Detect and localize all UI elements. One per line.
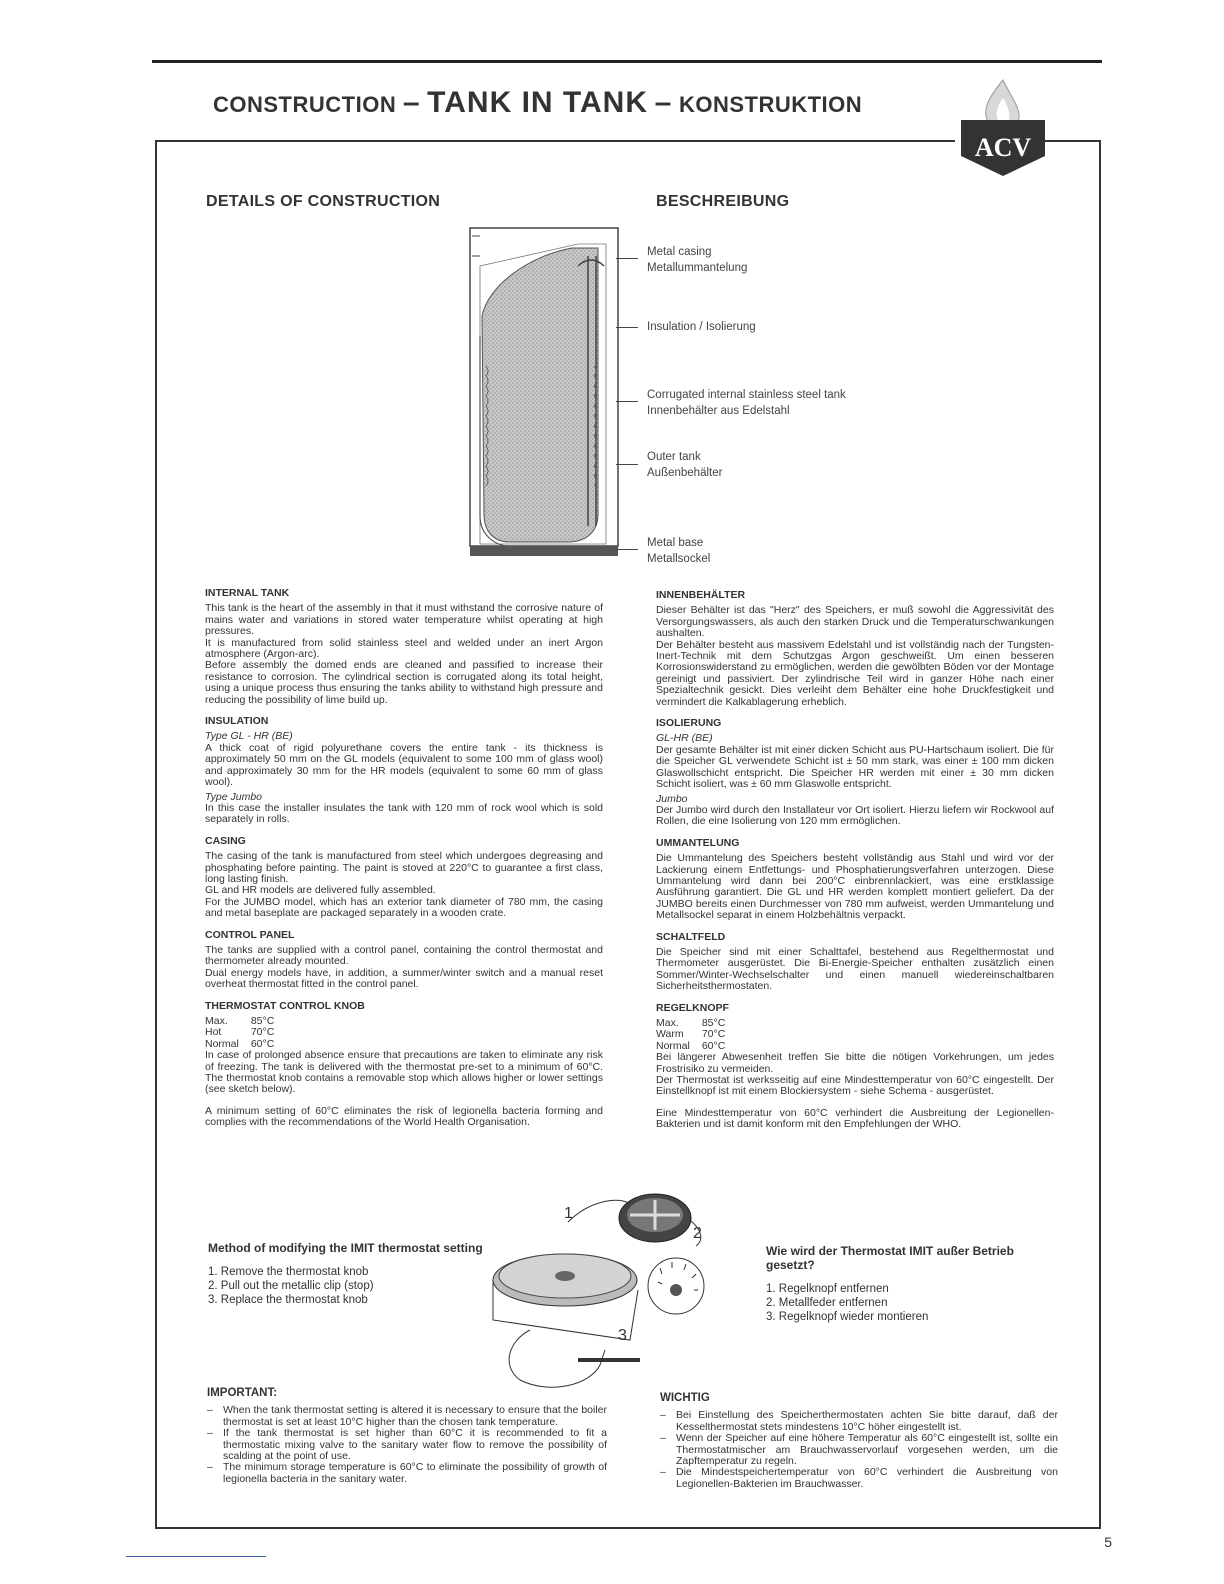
title-left: CONSTRUCTION — [213, 92, 397, 117]
label-outer-tank — [647, 449, 722, 481]
english-column — [205, 578, 603, 1129]
paragraph: Der Behälter besteht aus massivem Edelstahl und ist vollständig nach der Tungsten-Inert-Technik mit dem Schutzgas Argon geschweißt. Um einen besseren Korrosionswiderstand zu ermöglichen, werden die gewölbten Böden vor der Montage gereinigt und passiviert. Der zylindrische Teil wird in ganzer Höhe nach einer Spezialtechnik gesickt. Dies verleiht dem Behälter eine hohe Druckfestigkeit und vermindert die Kalkablagerung erheblich. — [656, 638, 1054, 708]
sketch-number-2: 2 — [693, 1225, 702, 1242]
wichtig-list — [660, 1410, 1058, 1490]
table-cell: 85°C — [701, 1017, 726, 1029]
logo-text: ACV — [974, 133, 1032, 162]
sketch-number-1: 1 — [564, 1205, 573, 1222]
subheading: Jumbo — [656, 792, 688, 805]
schaltfeld-heading: SCHALTFELD — [656, 930, 726, 943]
paragraph: GL and HR models are delivered fully assembled. — [205, 884, 436, 897]
leader-line — [616, 464, 638, 465]
wie-wird-heading: Wie wird der Thermostat IMIT außer Betrieb gesetzt? — [766, 1244, 1014, 1272]
thermostat-sketch — [490, 1190, 730, 1395]
label-de: Außenbehälter — [647, 467, 723, 479]
label-de: Metallummantelung — [647, 262, 748, 274]
sketch-number-3: 3 — [618, 1327, 627, 1344]
label-metal-base — [647, 535, 710, 567]
list-item: 1. Remove the thermostat knob — [208, 1266, 369, 1278]
list-item: 3. Regelknopf wieder montieren — [766, 1311, 929, 1323]
paragraph: A minimum setting of 60°C eliminates the risk of legionella bacteria forming and complies with the recommendations of the World Health Organisation. — [205, 1104, 603, 1129]
table-cell: Warm — [656, 1028, 684, 1041]
list-item: 1. Regelknopf entfernen — [766, 1283, 889, 1295]
beschreibung-heading: BESCHREIBUNG — [656, 193, 790, 210]
label-de: Innenbehälter aus Edelstahl — [647, 405, 790, 417]
paragraph: Der Thermostat ist werksseitig auf eine Mindesttemperatur von 60°C eingestellt. Der Einstellknopf ist mit einem Blockiersystem - siehe Schema - ausgerüstet. — [656, 1074, 1054, 1098]
label-de: Metallsockel — [647, 553, 711, 565]
details-heading: DETAILS OF CONSTRUCTION — [206, 193, 441, 210]
isolierung-heading: ISOLIERUNG — [656, 717, 722, 730]
list-item: – The minimum storage temperature is 60°C to eliminate the possibility of growth of legionella bacteria in the sanitary water. — [207, 1462, 607, 1485]
title-dash: – — [654, 86, 673, 119]
paragraph: For the JUMBO model, which has an exterior tank diameter of 780 mm, the casing and metal baseplate are packaged separately in a wooden crate. — [205, 895, 603, 920]
paragraph: It is manufactured from solid stainless steel and welded under an inert Argon atmosphere (Argon-arc). — [205, 636, 603, 661]
page-number: 5 — [1104, 1534, 1112, 1550]
label-metal-casing — [647, 244, 747, 276]
label-en: Insulation / Isolierung — [647, 321, 756, 333]
top-rule — [152, 60, 1102, 63]
temperature-table — [205, 1016, 286, 1050]
innenbehaelter-heading: INNENBEHÄLTER — [656, 589, 746, 601]
method-steps — [208, 1265, 374, 1307]
paragraph: In this case the installer insulates the tank with 120 mm of rock wool which is sold separately in rolls. — [205, 801, 603, 826]
list-item: – When the tank thermostat setting is altered it is necessary to ensure that the boiler thermostat is set at least 10°C higher than the chosen tank temperature. — [207, 1405, 607, 1428]
german-column — [656, 580, 1054, 1131]
paragraph: This tank is the heart of the assembly in that it must withstand the corrosive nature of mains water and variations in stored water temperature whilst operating at high pressures. — [205, 602, 603, 638]
list-item: – Bei Einstellung des Speicherthermostaten achten Sie bitte darauf, daß der Kesselthermostat stets mindestens 10°C höher eingestellt ist. — [660, 1410, 1058, 1433]
important-section — [207, 1388, 607, 1485]
important-heading: IMPORTANT: — [207, 1387, 278, 1399]
paragraph: Der Jumbo wird durch den Installateur vor Ort isoliert. Hierzu liefern wir Rockwool auf Rollen, die eine Isolierung von 120 mm ermöglichen. — [656, 803, 1054, 828]
label-en: Outer tank — [647, 451, 701, 463]
label-en: Metal casing — [647, 246, 712, 258]
subheading: Type GL - HR (BE) — [205, 730, 293, 743]
list-item: – If the tank thermostat is set higher than 60°C it is recommended to fit a thermostatic mixing valve to the sanitary water flow to remove the possibility of scalding at the point of use. — [207, 1428, 607, 1462]
paragraph: Die Ummantelung des Speichers besteht vollständig aus Stahl und wird vor der Lackierung einem Entfettungs- und Phosphatierungsverfahren unterzogen. Diese Ummantelung wird dann bei 200°C einbrennlackiert, was eine erstklassige Ausführung garantiert. Die GL und HR werden komplett montiert geliefert. Da der JUMBO bereits einen Durchmesser von 780 mm aufweist, werden Ummantelung und Metallsockel separat in einem Holzbehältnis verpackt. — [656, 852, 1054, 922]
paragraph: In case of prolonged absence ensure that precautions are taken to eliminate any risk of freezing. The tank is delivered with the thermostat pre-set to a minimum of 60°C. The thermostat knob contains a removable stop which allows higher or lower settings (see sketch below). — [205, 1049, 603, 1096]
control-panel-heading: CONTROL PANEL — [205, 928, 295, 941]
paragraph: The tanks are supplied with a control panel, containing the control thermostat and thermometer already mounted. — [205, 943, 603, 968]
paragraph: Before assembly the domed ends are cleaned and passified to increase their resistance to corrosion. The cylindrical section is corrugated along its total height, using a unique process thus ensuring the tanks ability to withstand high pressure and reducing the possibility of lime build up. — [205, 659, 603, 706]
paragraph: Dual energy models have, in addition, a summer/winter switch and a manual reset overheat thermostat fitted in the control panel. — [205, 966, 603, 991]
internal-tank-heading: INTERNAL TANK — [205, 587, 290, 599]
subheading: Type Jumbo — [205, 790, 262, 803]
page-title — [213, 86, 862, 120]
subheading: GL-HR (BE) — [656, 732, 713, 745]
tank-cross-section-diagram — [468, 226, 628, 558]
paragraph: A thick coat of rigid polyurethane covers the entire tank - its thickness is approximately 50 mm on the GL models (equivalent to some 100 mm of glass wool) and approximately 30 mm for the HR models (equivalent to some 60 mm of glass wool). — [205, 741, 603, 789]
method-heading: Method of modifying the IMIT thermostat setting — [208, 1241, 483, 1255]
method-steps-de — [766, 1282, 928, 1324]
list-item: – Wenn der Speicher auf eine höhere Temperatur als 60°C eingestellt ist, sollte ein Thermostatmischer am Brauchwasservorlauf vorgesehen werden, um die Zapftemperatur zu regeln. — [660, 1433, 1058, 1467]
list-item: 2. Metallfeder entfernen — [766, 1297, 888, 1309]
paragraph: Bei längerer Abwesenheit treffen Sie bitte die nötigen Vorkehrungen, um jedes Frostrisiko zu vermeiden. — [656, 1051, 1054, 1075]
knob-heading: THERMOSTAT CONTROL KNOB — [205, 999, 365, 1012]
list-item: 3. Replace the thermostat knob — [208, 1294, 368, 1306]
leader-line — [616, 327, 638, 328]
title-right: KONSTRUKTION — [678, 92, 863, 117]
paragraph: Eine Mindesttemperatur von 60°C verhindert die Ausbreitung der Legionellen-Bakterien und ist damit konform mit den Empfehlungen der WHO. — [656, 1106, 1054, 1131]
table-cell: Max. — [205, 1015, 228, 1027]
acv-logo — [958, 76, 1048, 182]
paragraph: The casing of the tank is manufactured from steel which undergoes degreasing and phosphating before painting. The paint is stoved at 220°C to guarantee a first class, long lasting finish. — [205, 850, 603, 885]
label-inner-tank — [647, 387, 846, 419]
table-cell: Max. — [656, 1017, 679, 1029]
leader-line — [616, 549, 638, 550]
table-cell: 60°C — [250, 1037, 275, 1050]
wichtig-heading: WICHTIG — [660, 1392, 710, 1404]
casing-heading: CASING — [205, 834, 246, 847]
important-list — [207, 1405, 607, 1485]
leader-line — [616, 401, 638, 402]
wichtig-section — [660, 1393, 1058, 1490]
paragraph: Dieser Behälter ist das "Herz" des Speichers, er muß sowohl die Aggressivität des Versorgungswassers, als auch den starken Druck und die Temperaturschwankungen aushalten. — [656, 604, 1054, 640]
table-cell: 70°C — [701, 1028, 726, 1041]
insulation-heading: INSULATION — [205, 715, 269, 728]
table-cell: 60°C — [701, 1039, 726, 1052]
label-insulation — [647, 319, 756, 335]
ummantelung-heading: UMMANTELUNG — [656, 836, 740, 849]
regelknopf-heading: REGELKNOPF — [656, 1001, 729, 1014]
list-item: 2. Pull out the metallic clip (stop) — [208, 1280, 374, 1292]
leader-line — [616, 258, 638, 259]
footer-rule — [126, 1556, 266, 1557]
table-cell: Hot — [205, 1026, 222, 1039]
table-cell: 85°C — [250, 1015, 275, 1027]
label-en: Metal base — [647, 537, 704, 549]
list-item: – Die Mindestspeichertemperatur von 60°C verhindert die Ausbreitung von Legionellen-Bakterien im Brauchwasser. — [660, 1467, 1058, 1490]
paragraph: Die Speicher sind mit einer Schalttafel, bestehend aus Regelthermostat und Thermometer ausgerüstet. Die Bi-Energie-Speicher enthalten zusätzlich einen Sommer/Winter-Wechselschalter und einen manuell wiedereinschaltbaren Sicherheitsthermostaten. — [656, 945, 1054, 993]
label-en: Corrugated internal stainless steel tank — [647, 389, 846, 401]
table-cell: Normal — [656, 1039, 690, 1052]
temperature-table — [656, 1018, 737, 1052]
table-cell: 70°C — [250, 1026, 275, 1039]
title-center: TANK IN TANK — [427, 86, 649, 119]
title-dash: – — [402, 86, 421, 119]
paragraph: Der gesamte Behälter ist mit einer dicken Schicht aus PU-Hartschaum isoliert. Die für die Speicher GL verwendete Schicht ist ± 50 mm stark, was einer ± 100 mm dicken Glaswollschicht entspricht. Die Speicher HR werden mit einer ± 30 mm dicken Schicht isoliert, was ± 60 mm Glaswolle entspricht. — [656, 743, 1054, 791]
table-cell: Normal — [205, 1037, 239, 1050]
